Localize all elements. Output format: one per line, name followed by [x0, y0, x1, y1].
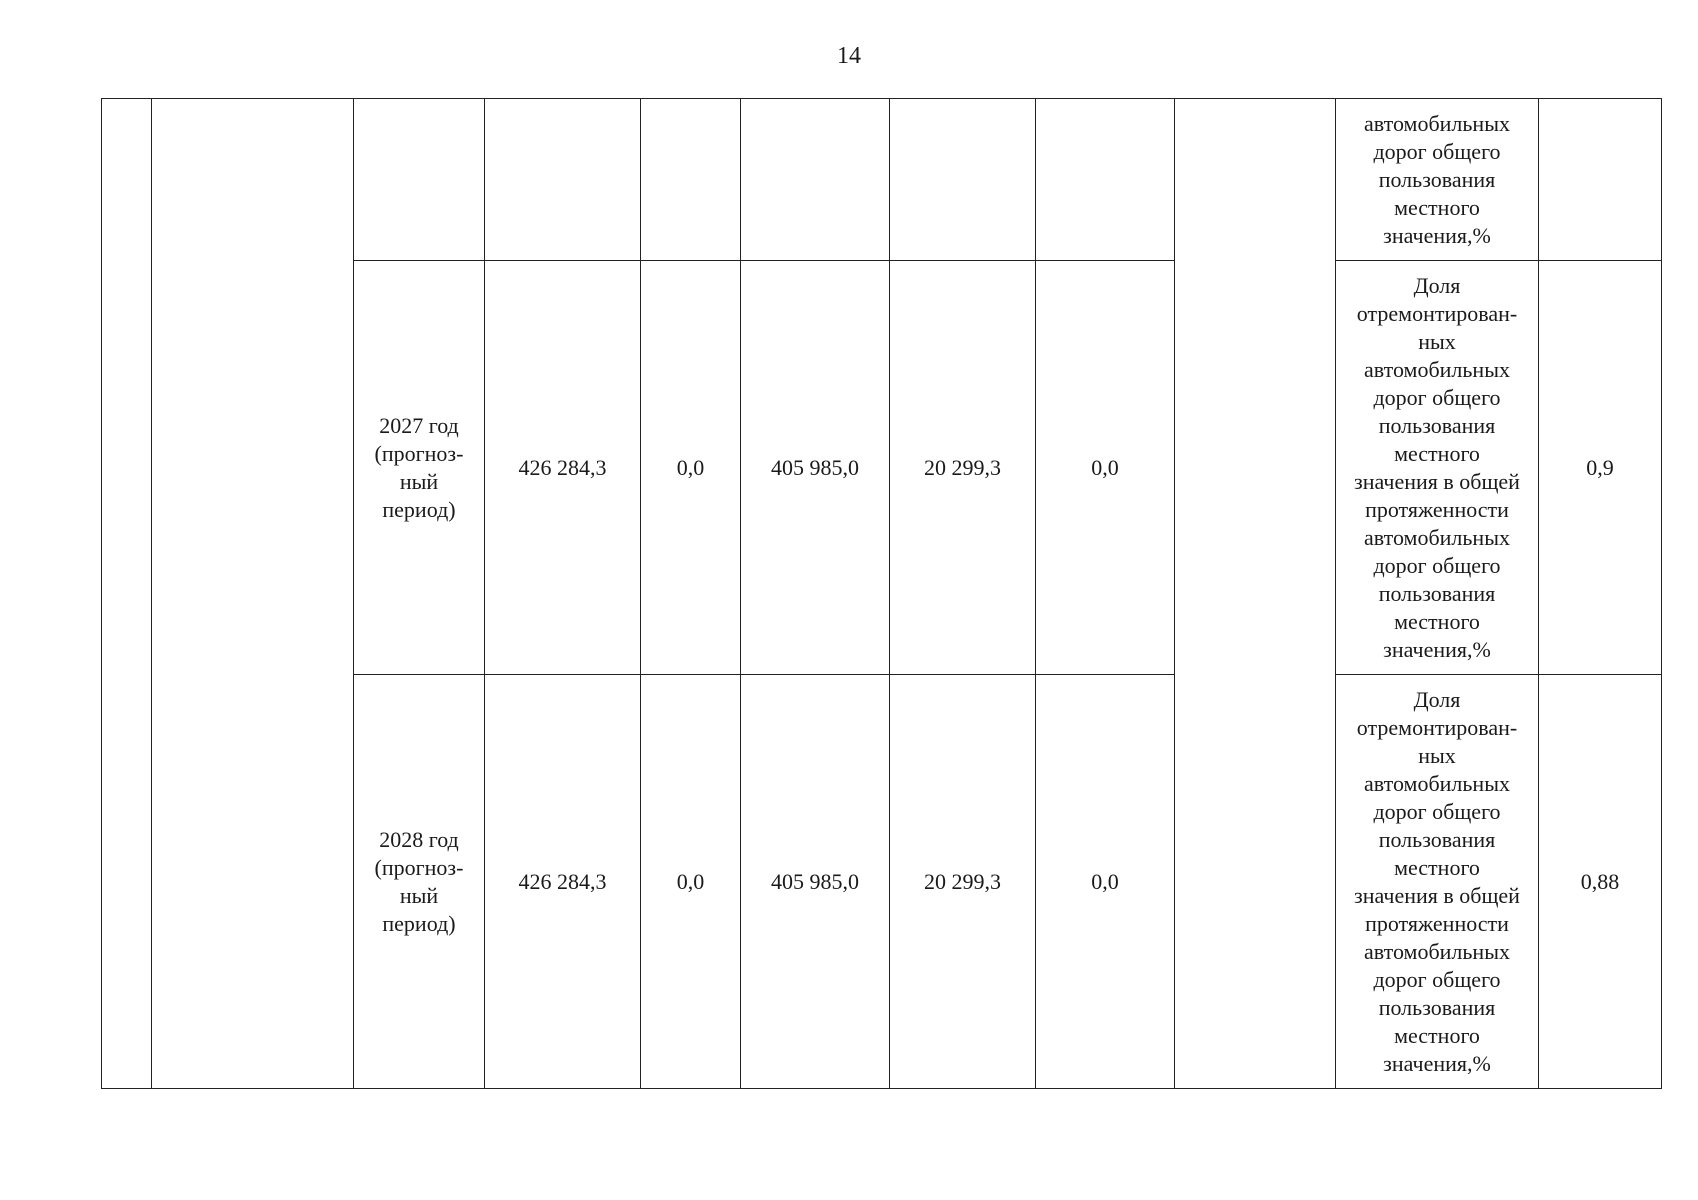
indicator-line: местного — [1394, 1022, 1480, 1048]
page-number: 14 — [837, 43, 861, 69]
period-line: 2027 год — [379, 412, 459, 438]
indicator-line: местного — [1394, 194, 1480, 220]
extra-budget-cell: 0,0 — [1036, 261, 1175, 675]
indicator-line: пользования — [1378, 994, 1496, 1020]
indicator-line: пользования — [1378, 412, 1496, 438]
federal-budget-cell: 0,0 — [641, 261, 741, 675]
indicator-value-cell: 0,9 — [1539, 261, 1662, 675]
period-line: ный — [399, 468, 439, 494]
indicator-cell — [1336, 675, 1539, 1089]
period-line: период) — [382, 910, 456, 936]
local-budget-cell — [890, 99, 1036, 261]
indicator-line: протяженности — [1365, 910, 1509, 936]
indicator-line: значения,% — [1383, 1050, 1491, 1076]
indicator-line: протяженности — [1365, 496, 1509, 522]
indicator-line: отремонтирован- — [1356, 300, 1518, 326]
indicator-line: значения в общей — [1354, 468, 1520, 494]
financing-table — [101, 98, 1662, 1089]
indicator-line: Доля — [1413, 686, 1461, 712]
period-line: (прогноз- — [374, 854, 464, 880]
indicator-line: автомобильных — [1364, 356, 1510, 382]
indicator-line: местного — [1394, 854, 1480, 880]
period-line: ный — [399, 882, 439, 908]
indicator-cell — [1336, 261, 1539, 675]
indicator-line: пользования — [1378, 166, 1496, 192]
indicator-line: отремонтирован- — [1356, 714, 1518, 740]
indicator-line: значения в общей — [1354, 882, 1520, 908]
indicator-line: ных — [1418, 328, 1456, 354]
period-line: 2028 год — [379, 826, 459, 852]
extra-budget-cell — [1036, 99, 1175, 261]
regional-budget-cell: 405 985,0 — [741, 675, 890, 1089]
period-cell — [354, 261, 485, 675]
indicator-line: автомобильных — [1364, 938, 1510, 964]
indicator-line: пользования — [1378, 580, 1496, 606]
indicator-line: дорог общего — [1373, 138, 1501, 164]
total-cell: 426 284,3 — [485, 261, 641, 675]
indicator-line: автомобильных — [1364, 770, 1510, 796]
indicator-line: Доля — [1413, 272, 1461, 298]
total-cell: 426 284,3 — [485, 675, 641, 1089]
indicator-value-cell — [1539, 99, 1662, 261]
period-cell — [354, 675, 485, 1089]
extra-budget-cell: 0,0 — [1036, 675, 1175, 1089]
indicator-line: дорог общего — [1373, 384, 1501, 410]
indicator-cell — [1336, 99, 1539, 261]
total-cell — [485, 99, 641, 261]
indicator-value-cell: 0,88 — [1539, 675, 1662, 1089]
indicator-line: автомобильных — [1364, 524, 1510, 550]
row-number-cell — [102, 99, 152, 1089]
indicator-line: пользования — [1378, 826, 1496, 852]
indicator-line: автомобильных — [1364, 110, 1510, 136]
local-budget-cell: 20 299,3 — [890, 261, 1036, 675]
indicator-line: дорог общего — [1373, 798, 1501, 824]
local-budget-cell: 20 299,3 — [890, 675, 1036, 1089]
executor-cell — [1175, 99, 1336, 1089]
period-line: период) — [382, 496, 456, 522]
regional-budget-cell — [741, 99, 890, 261]
regional-budget-cell: 405 985,0 — [741, 261, 890, 675]
indicator-line: дорог общего — [1373, 552, 1501, 578]
indicator-line: местного — [1394, 440, 1480, 466]
indicator-line: дорог общего — [1373, 966, 1501, 992]
table-row — [102, 99, 1662, 261]
federal-budget-cell — [641, 99, 741, 261]
indicator-line: ных — [1418, 742, 1456, 768]
period-line: (прогноз- — [374, 440, 464, 466]
event-name-cell — [152, 99, 354, 1089]
indicator-line: местного — [1394, 608, 1480, 634]
indicator-line: значения,% — [1383, 636, 1491, 662]
indicator-line: значения,% — [1383, 222, 1491, 248]
federal-budget-cell: 0,0 — [641, 675, 741, 1089]
period-cell — [354, 99, 485, 261]
